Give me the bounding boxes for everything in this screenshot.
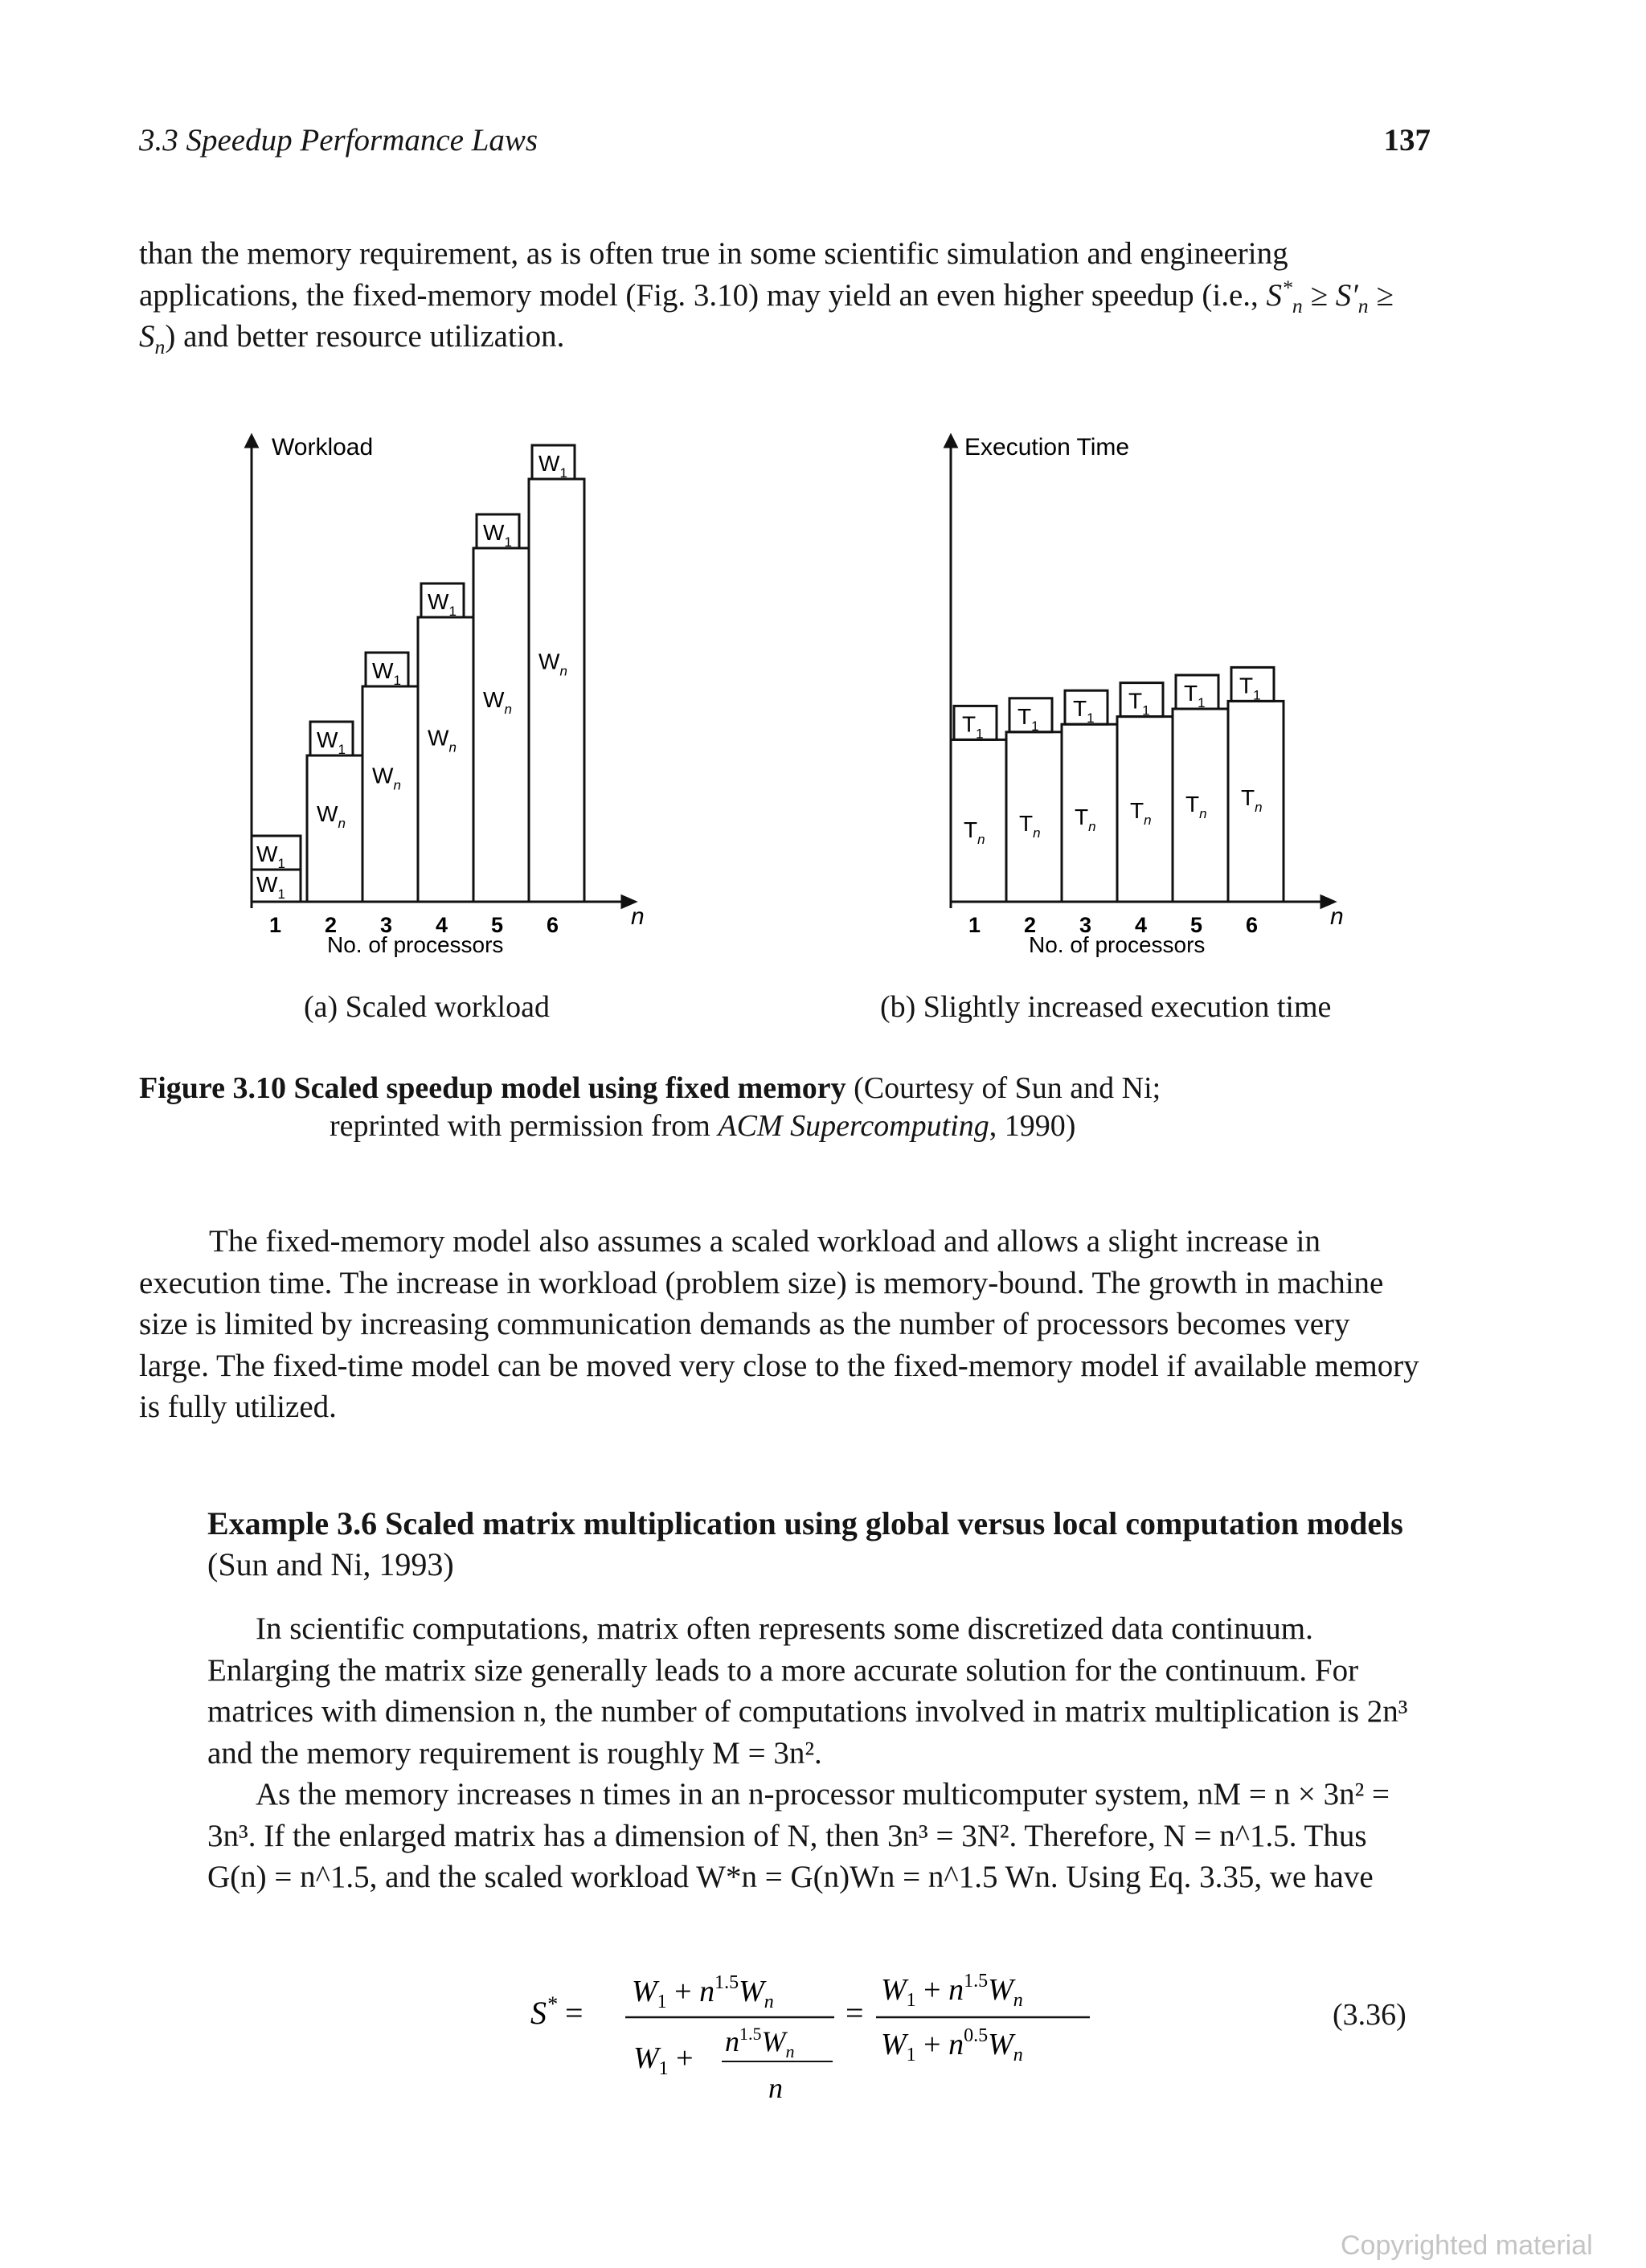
svg-text:S* =: S* = — [530, 1992, 583, 2031]
x-tick-label: 5 — [491, 913, 504, 937]
bar-w1-label: $W_1$ — [256, 841, 285, 871]
bar-tn-label: $T_n$ — [1241, 785, 1263, 815]
bar-tn-label: $T_n$ — [1185, 792, 1207, 821]
figure-year: , 1990) — [989, 1109, 1076, 1143]
x-axis-label: No. of processors — [327, 932, 504, 957]
bar-t1-label: $T_1$ — [1239, 673, 1261, 703]
x-tick-label: 5 — [1190, 913, 1203, 937]
paragraph-top — [139, 233, 1425, 358]
figure-title: Scaled speedup model using fixed memory — [293, 1071, 846, 1105]
x-tick-label: 6 — [547, 913, 559, 937]
bar-tn — [1006, 732, 1062, 902]
paragraph-mid: The fixed-memory model also assumes a scaled workload and allows a slight increase in execution time. The increase in workload (problem size) is memory-bound. The growth in machine size is limited by increasing communication demands as the number of processors becomes very large. The fixed-time model can be moved very close to the fixed-memory model if available memory is fully utilized. — [139, 1224, 1419, 1424]
svg-text:W1 +: $W_1$ + — [633, 2041, 694, 2079]
copyright-watermark: Copyrighted material — [1341, 2230, 1593, 2261]
example-paragraph-1: In scientific computations, matrix often represents some discretized data continuum. Enlarging the matrix size generally leads to a more accurate solution for the continuum. For matrices with dimension n, the number of computations involved in matrix multiplication is 2n³ and the memory requirement is roughly M = 3n². — [207, 1611, 1408, 1771]
bar-w1-label: $W_1$ — [317, 727, 346, 757]
panel-b-caption: (b) Slightly increased execution time — [880, 990, 1332, 1024]
bar-wn-label: $W_n$ — [428, 725, 457, 755]
x-axis-end-label: n — [1330, 903, 1344, 930]
bar-tn-label: $T_n$ — [1075, 804, 1096, 834]
bar-tn — [1062, 724, 1117, 902]
example-title-text: Example 3.6 Scaled matrix multiplication using global versus local computation models — [207, 1505, 1403, 1541]
x-axis-end-label: n — [631, 903, 645, 930]
page-number: 137 — [1383, 123, 1431, 158]
bar-wn — [473, 548, 529, 902]
bar-tn — [1117, 717, 1173, 902]
svg-text:=: = — [846, 1995, 864, 2031]
figure-panel-a — [225, 418, 675, 964]
example-credit: (Sun and Ni, 1993) — [207, 1546, 454, 1582]
bar-tn-label: $T_n$ — [1019, 811, 1041, 841]
x-tick-label: 4 — [1135, 913, 1148, 937]
svg-text:n: n — [768, 2072, 783, 2104]
bar-tn-label: $T_n$ — [964, 817, 985, 847]
bar-t1-label: $T_1$ — [1184, 681, 1206, 710]
y-axis-arrow-icon — [945, 436, 956, 447]
panel-a-caption: (a) Scaled workload — [304, 990, 550, 1024]
bar-w1-label: $W_1$ — [538, 451, 567, 481]
bar-wn — [418, 617, 473, 902]
example-title — [207, 1503, 1427, 1585]
bar-t1-label: $T_1$ — [1017, 703, 1039, 734]
equation-3-36 — [530, 1953, 1141, 2106]
x-tick-label: 6 — [1246, 913, 1259, 937]
x-tick-label: 2 — [325, 913, 338, 937]
bar-wn-label: $W_n$ — [538, 649, 567, 679]
example-paragraph-2: As the memory increases n times in an n-processor multicomputer system, nM = n × 3n² = 3n³. If the enlarged matrix has a dimension of N, then 3n³ = 3N². Therefore, N = n^1.5. Thus G(n) = n^1.5, and the scaled workload W*n = G(n)Wn = n^1.5 Wn. Using Eq. 3.35, we have — [207, 1777, 1390, 1894]
bar-wn-label: $W_n$ — [483, 687, 512, 717]
bar-t1-label: $T_1$ — [1073, 696, 1095, 727]
y-axis-label: Workload — [272, 434, 374, 461]
bar-tn-label: $T_n$ — [1130, 798, 1152, 828]
bar-wn-label: $W_n$ — [372, 763, 401, 793]
x-tick-label: 2 — [1024, 913, 1037, 937]
x-tick-label: 3 — [1079, 913, 1092, 937]
bar-w1-label: $W_1$ — [428, 589, 457, 619]
y-axis-arrow-icon — [246, 436, 257, 447]
y-axis-label: Execution Time — [964, 434, 1130, 461]
bar-t1-label: $T_1$ — [1128, 688, 1150, 718]
x-tick-label: 1 — [269, 913, 282, 937]
x-tick-label: 3 — [380, 913, 393, 937]
x-tick-label: 1 — [968, 913, 981, 937]
paragraph-top-lead: than the memory requirement, as is often true in some scientific simulation and engineering applications, the fixed-memory model (Fig. 3.10) may yield an even higher speedup (i.e., — [139, 236, 1288, 313]
paragraph-top-tail: ) and better resource utilization. — [165, 319, 565, 354]
running-header: 3.3 Speedup Performance Laws — [139, 123, 538, 158]
svg-text:W1 + n0.5Wn: $W_1 + n^{0.5}W_n$ — [881, 2025, 1023, 2065]
bar-wn-label: $W_n$ — [317, 800, 346, 831]
bar-tn — [1173, 709, 1228, 902]
speedup-inequality: $S^*_n \ge S'_n \ge S_n$ — [139, 275, 1394, 358]
equation-number: (3.36) — [1333, 1998, 1406, 2032]
bar-w1-label: $W_1$ — [483, 520, 512, 550]
figure-source: ACM Supercomputing — [718, 1109, 989, 1143]
bar-tn — [951, 739, 1006, 902]
bar-t1-label: $T_1$ — [962, 711, 984, 742]
x-tick-label: 4 — [436, 913, 448, 937]
svg-text:n1.5Wn: $n^{1.5}W_n$ — [725, 2024, 795, 2061]
figure-label: Figure 3.10 — [139, 1071, 286, 1105]
bar-wn-label: $W_1$ — [256, 872, 285, 902]
figure-caption — [139, 1070, 1425, 1145]
figure-credit-cont: reprinted with permission from — [330, 1109, 710, 1143]
figure-panel-b — [924, 418, 1374, 964]
bar-w1-label: $W_1$ — [372, 658, 401, 688]
bar-wn — [362, 686, 418, 902]
svg-text:W1 + n1.5Wn: $W_1 + n^{1.5}W_n$ — [632, 1972, 774, 2012]
figure-credit: (Courtesy of Sun and Ni; — [854, 1071, 1161, 1105]
x-axis-label: No. of processors — [1029, 932, 1206, 957]
bar-wn — [307, 755, 362, 902]
bar-wn — [529, 479, 584, 902]
svg-text:W1 + n1.5Wn: $W_1 + n^{1.5}W_n$ — [881, 1971, 1023, 2011]
